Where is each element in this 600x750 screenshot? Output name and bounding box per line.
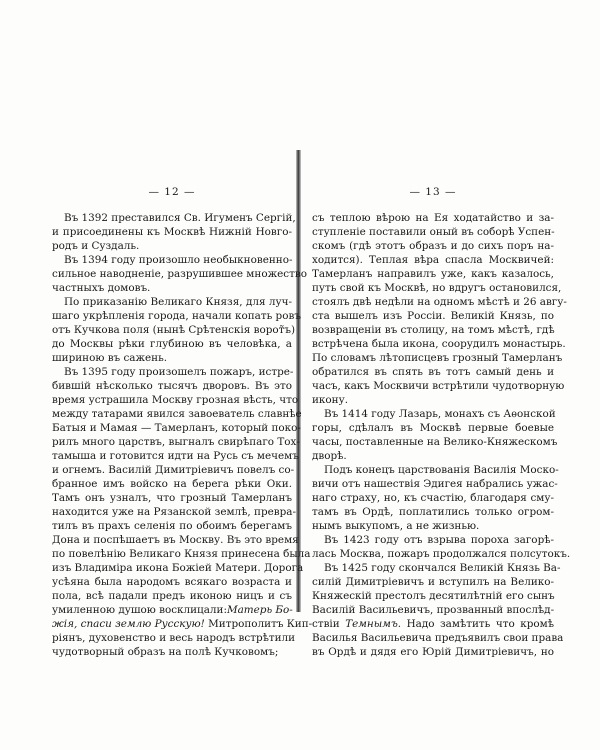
- page-text: [312, 211, 571, 660]
- text-line: [52, 365, 292, 379]
- text-line: [312, 253, 554, 267]
- page-number: — 12 —: [148, 186, 196, 198]
- text-line: [52, 505, 296, 519]
- line-text: Надо замѣтить что кромѣ: [401, 618, 554, 631]
- line-text: по повелѣнію Великаго Князя принесена была: [52, 548, 311, 561]
- text-line: [52, 295, 292, 309]
- text-line: [312, 533, 554, 547]
- line-text: и огнемъ. Василій Димитріевичъ повелъ со-: [52, 464, 295, 477]
- line-text: изъ Владиміра икона Божіей Матери. Дорога: [52, 562, 304, 575]
- text-line: [52, 477, 292, 491]
- line-text: наго страху, но, къ счастію, благодаря сму-: [312, 492, 554, 505]
- text-line: [312, 309, 554, 323]
- line-text: скомъ (гдѣ этотъ образъ и до сихъ поръ на-: [312, 240, 554, 253]
- line-text: Василій Васильевичъ, прозванный впослѣд-: [312, 604, 555, 617]
- text-line: [312, 295, 567, 309]
- line-text: Подъ конецъ царствованія Василія Моско-: [324, 464, 559, 477]
- text-line: [52, 309, 301, 323]
- text-line: [312, 393, 554, 407]
- line-text: Тамерланъ направилъ уже, какъ казалось,: [312, 268, 554, 281]
- line-text: ріянъ, духовенство и весь народъ встрѣтили: [52, 632, 296, 645]
- text-line: [52, 589, 292, 603]
- text-line: [312, 603, 554, 617]
- line-text: дворѣ.: [312, 450, 347, 463]
- text-line: [312, 575, 554, 589]
- text-line: [52, 561, 304, 575]
- page-text: [52, 211, 313, 660]
- text-line: [312, 379, 565, 393]
- line-text: рилъ много царствъ, выгналъ свирѣпаго Тох-: [52, 436, 300, 449]
- line-text: Въ 1392 преставился Св. Игуменъ Сергій,: [64, 212, 296, 224]
- text-line: [312, 407, 554, 421]
- line-text: Княжескій престолъ десятилѣтній его сынъ: [312, 590, 555, 603]
- line-text: обратился въ спять въ тотъ самый день и: [312, 366, 554, 379]
- italic-text: Матерь Бо-: [226, 604, 293, 617]
- line-text: умиленною душою восклицали:: [52, 604, 227, 617]
- line-text: до Москвы рѣки глубиною въ человѣка, а: [52, 338, 292, 351]
- page-number: — 13 —: [409, 186, 457, 198]
- line-text: сильное наводненіе, разрушившее множество: [52, 268, 307, 281]
- line-text: вичи отъ нашествія Эдигея набрались ужас-: [312, 478, 558, 491]
- text-line: [52, 211, 296, 225]
- text-line: [52, 225, 292, 239]
- text-line: [52, 239, 292, 253]
- line-text: ступленіе поставили оный въ соборѣ Успен-: [312, 226, 555, 239]
- line-text: По словамъ лѣтописцевъ грозный Тамерланъ: [312, 352, 563, 365]
- text-line: [52, 645, 292, 659]
- line-text: икону.: [312, 394, 349, 407]
- line-text: чудотворный образъ на полѣ Кучковомъ;: [52, 646, 279, 659]
- line-text: время устрашила Москву грозная вѣсть, что: [52, 394, 299, 407]
- line-text: путь свой къ Москвѣ, но вдругъ остановился,: [312, 282, 562, 295]
- line-text: Въ 1414 году Лазарь, монахъ съ Аѳонской: [324, 408, 556, 421]
- text-line: [312, 435, 558, 449]
- line-text: стоялъ двѣ недѣли на одномъ мѣстѣ и 26 авгу-: [312, 296, 567, 309]
- line-text: съ теплою вѣрою на Ея ходатайство и за-: [312, 212, 554, 224]
- text-line: [52, 393, 299, 407]
- text-line: [52, 253, 292, 267]
- line-text: тилъ въ прахъ селенія по обоимъ берегамъ: [52, 520, 292, 533]
- line-text: находится уже на Рязанской землѣ, превра-: [52, 506, 296, 519]
- text-line: [52, 267, 307, 281]
- line-text: возвращеніи въ столицу, на томъ мѣстѣ, гдѣ: [312, 324, 555, 337]
- text-line: [312, 547, 571, 561]
- line-text: родъ и Суздаль.: [52, 240, 140, 253]
- text-line: [312, 281, 562, 295]
- line-text: Въ 1394 году произошло необыкновенно-: [64, 254, 293, 267]
- line-text: шаго укрѣпленія города, начали копать ровъ: [52, 310, 301, 323]
- text-line: [52, 337, 292, 351]
- line-text: ста вышелъ изъ Россіи. Великій Князь, по: [312, 310, 554, 323]
- text-line: [312, 631, 564, 645]
- text-line: [312, 491, 554, 505]
- line-text: ствіи: [312, 618, 340, 631]
- line-text: часъ, какъ Москвичи встрѣтили чудотворную: [312, 380, 565, 393]
- text-line: [312, 365, 554, 379]
- text-line: [52, 351, 292, 365]
- text-line: [312, 323, 554, 337]
- line-text: тамъ въ Ордѣ, поплатились только огром-: [312, 506, 554, 519]
- line-text: нымъ выкупомъ, а не жизнью.: [312, 520, 480, 533]
- line-text: часы, поставленные на Велико-Княжескомъ: [312, 436, 558, 449]
- text-line: [312, 519, 554, 533]
- text-line: [52, 379, 292, 393]
- text-line: [52, 323, 296, 337]
- line-text: силій Димитріевичъ и вступилъ на Велико-: [312, 576, 554, 589]
- text-line: [52, 603, 292, 617]
- italic-text: жія, спаси землю Русскую!: [52, 618, 205, 631]
- line-text: бранное имъ войско на берега рѣки Оки.: [52, 478, 292, 491]
- line-text: бившій нѣсколько тысячъ дворовъ. Въ это: [52, 380, 292, 393]
- line-text: Василья Васильевича предъявилъ свои права: [312, 632, 564, 645]
- line-text: Въ 1395 году произошелъ пожаръ, истре-: [64, 366, 294, 379]
- text-line: [52, 491, 292, 505]
- text-line: [312, 617, 554, 631]
- line-text: Батыя и Мамая — Тамерланъ, который поко-: [52, 422, 301, 435]
- line-text: между татарами явился завоеватель славнѣе: [52, 408, 302, 421]
- text-line: [312, 463, 559, 477]
- line-text: Дона и поспѣшаетъ въ Москву. Въ это время: [52, 534, 299, 547]
- text-line: [312, 561, 561, 575]
- line-text: шириною въ сажень.: [52, 352, 168, 365]
- line-text: По приказанію Великаго Князя, для луч-: [64, 296, 292, 309]
- text-line: [312, 211, 554, 225]
- text-line: [312, 589, 554, 603]
- text-line: [52, 407, 302, 421]
- right-page: [312, 186, 571, 660]
- text-line: [52, 631, 296, 645]
- text-line: [312, 267, 554, 281]
- text-line: [52, 519, 292, 533]
- text-line: [52, 281, 292, 295]
- line-text: частныхъ домовъ.: [52, 282, 151, 295]
- text-line: [312, 239, 554, 253]
- line-text: горы, сдѣлалъ въ Москвѣ первые боевые: [312, 422, 554, 435]
- line-text: лась Москва, пожаръ продолжался полсутокъ.: [312, 548, 571, 561]
- text-line: [312, 505, 554, 519]
- line-text: отъ Кучкова поля (нынѣ Срѣтенскія ворот̃ъ): [52, 324, 296, 337]
- line-text: ходится). Теплая вѣра спасла Москвичей:: [312, 254, 554, 267]
- text-line: [52, 435, 300, 449]
- line-text: тамыша и готовится идти на Русь съ мечемъ: [52, 450, 299, 463]
- line-text: Тамъ онъ узналъ, что грозный Тамерланъ: [52, 492, 292, 505]
- line-text: Въ 1423 году отъ взрыва пороха загорѣ-: [324, 534, 554, 547]
- text-line: [312, 337, 566, 351]
- line-text: встрѣчена была икона, соорудилъ монастырь.: [312, 338, 566, 351]
- text-line: [312, 351, 563, 365]
- line-text: Въ 1425 году скончался Великій Князь Ва-: [324, 562, 561, 575]
- text-line: [52, 617, 313, 631]
- text-line: [52, 575, 292, 589]
- text-line: [312, 421, 554, 435]
- text-line: [52, 463, 295, 477]
- line-text: Митрополитъ Кип-: [204, 618, 313, 631]
- text-line: [312, 449, 554, 463]
- text-line: [312, 645, 554, 659]
- text-line: [312, 477, 558, 491]
- line-text: пола, всѣ падали предъ иконою ницъ и съ: [52, 590, 292, 603]
- text-line: [52, 533, 299, 547]
- left-page: [52, 186, 313, 660]
- text-line: [52, 421, 301, 435]
- text-line: [52, 449, 299, 463]
- line-text: въ Ордѣ и дядя его Юрій Димитріевичъ, но: [312, 646, 554, 659]
- text-line: [52, 547, 311, 561]
- line-text: усѣяна была народомъ всякаго возраста и: [52, 576, 292, 589]
- line-text: и присоединены къ Москвѣ Нижній Новго-: [52, 226, 292, 239]
- italic-text: Темнымъ.: [339, 618, 402, 631]
- text-line: [312, 225, 554, 239]
